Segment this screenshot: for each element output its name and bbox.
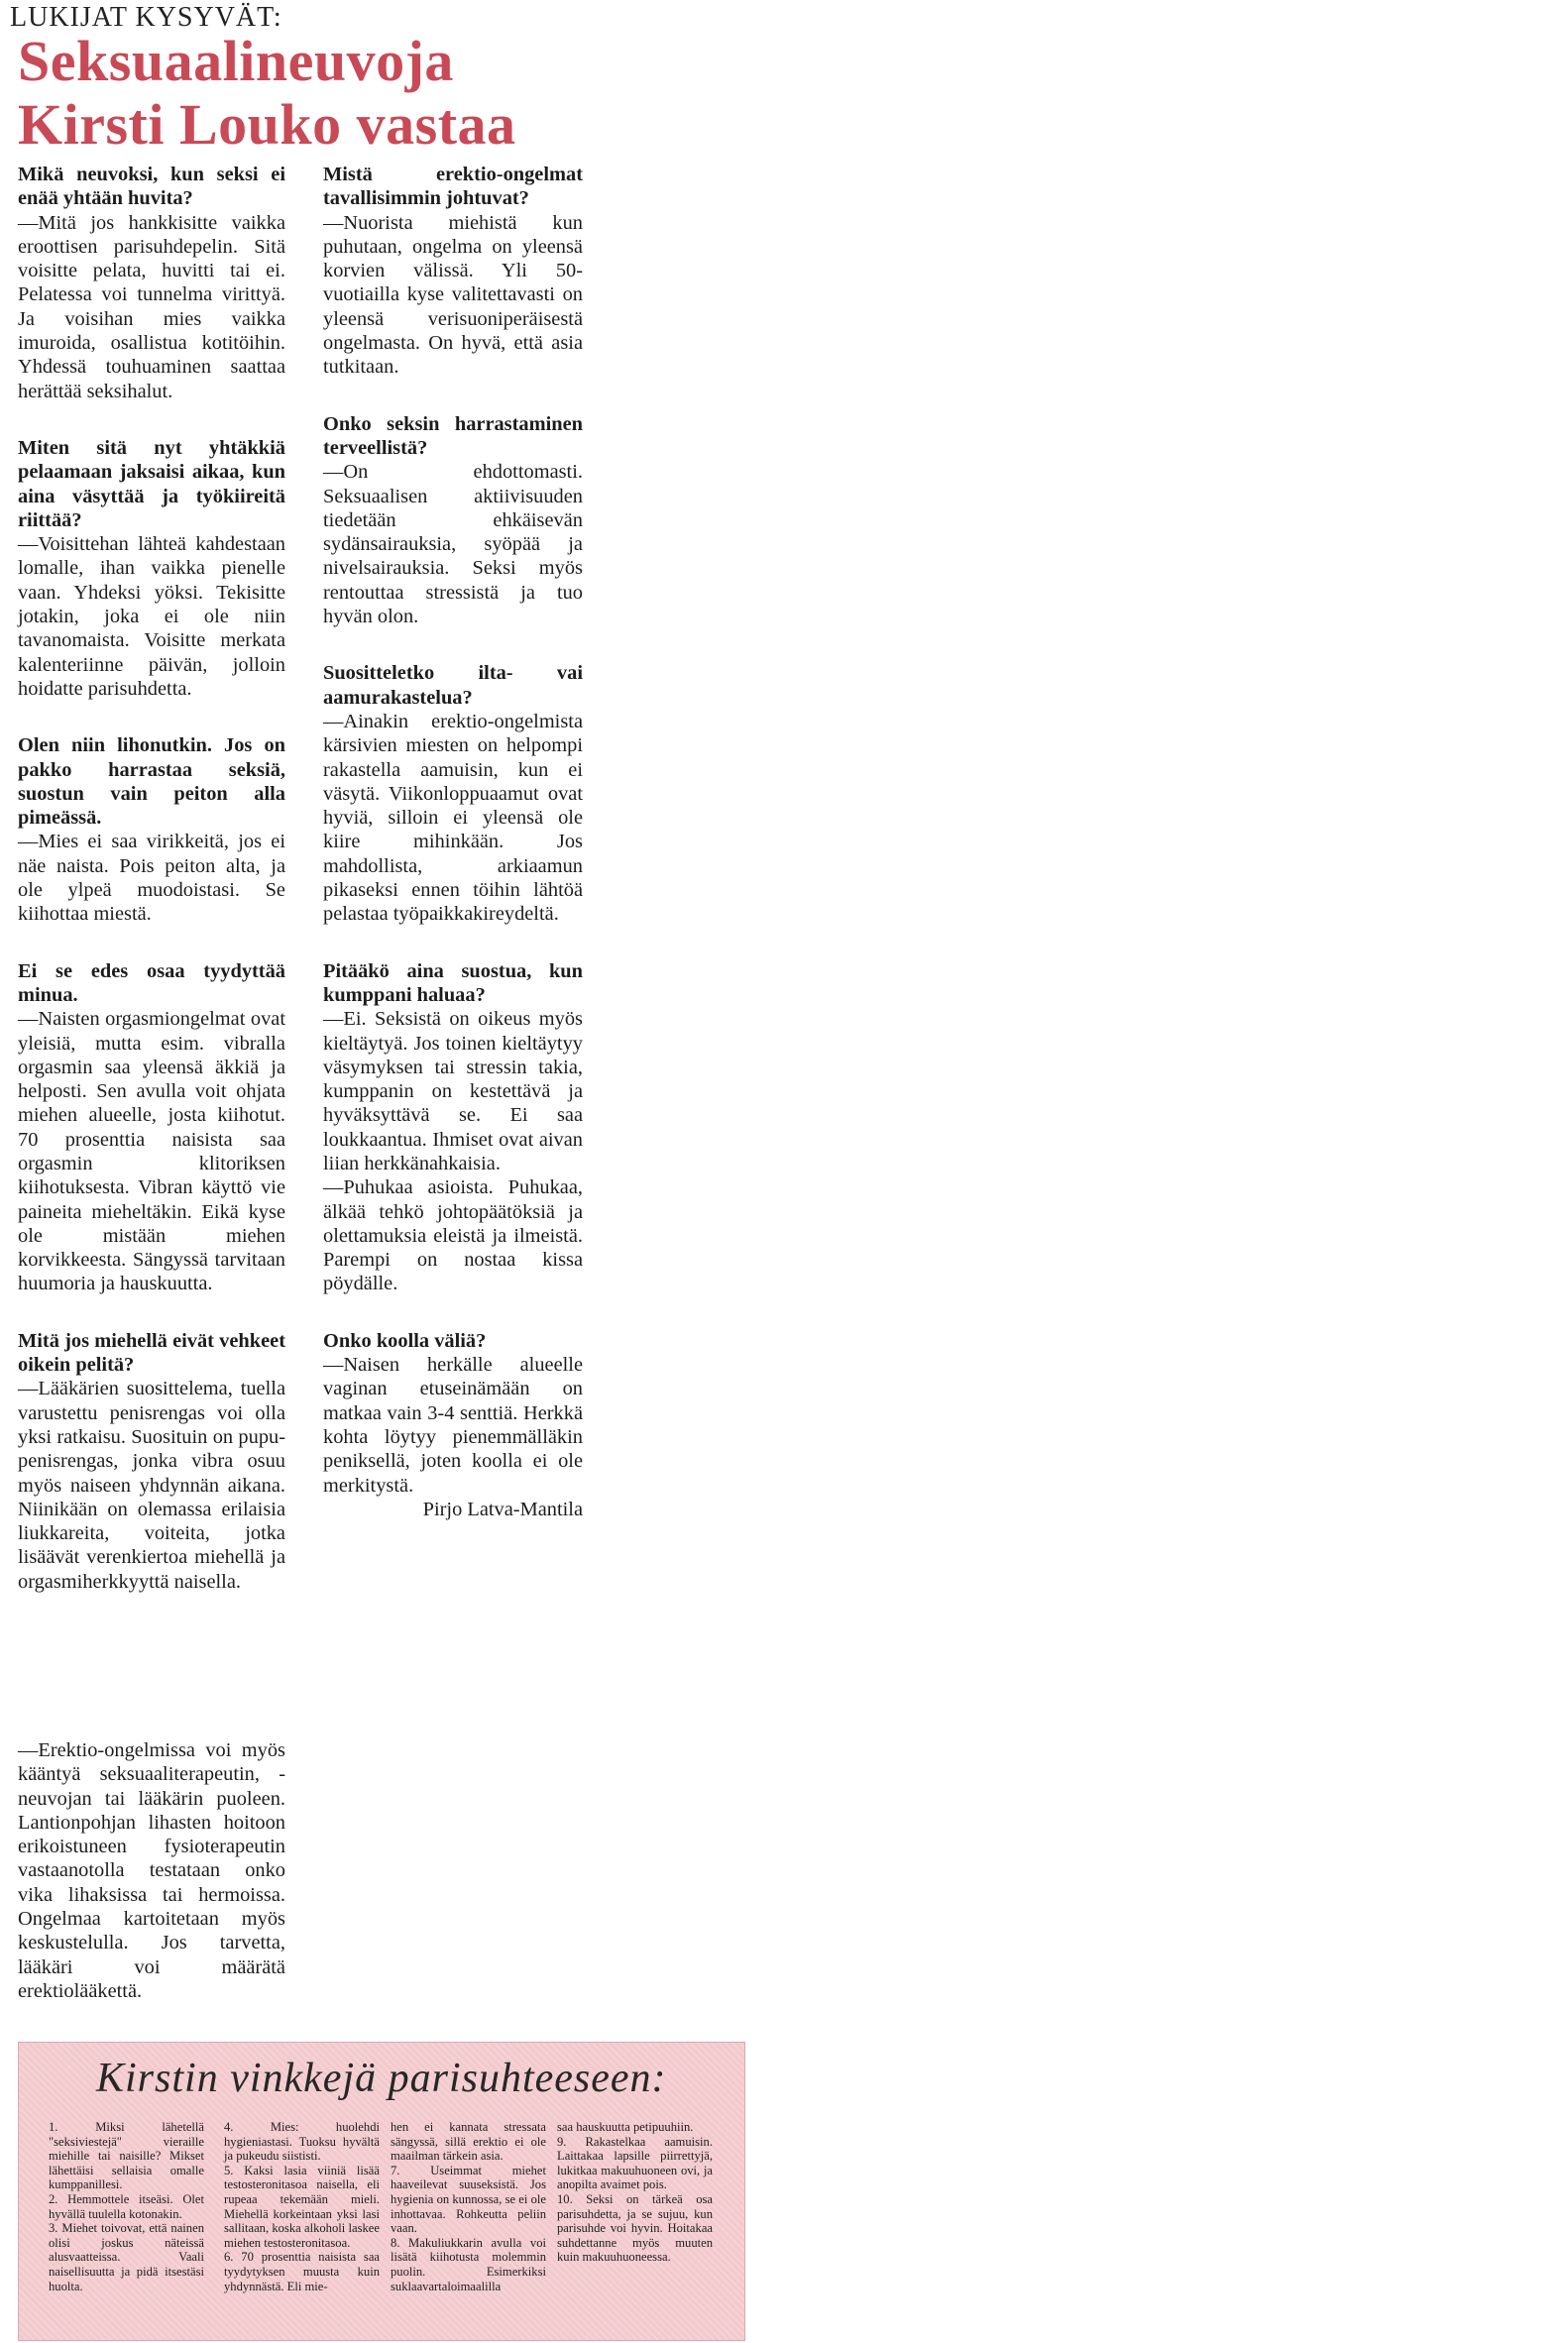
question: Onko seksin harrastaminen terveellistä? — [323, 412, 583, 459]
headline-line-1: Seksuaalineuvoja — [18, 29, 454, 93]
section-kicker: LUKIJAT KYSYVÄT: — [10, 2, 282, 33]
qa-item — [323, 1329, 583, 1498]
headline-line-2: Kirsti Louko vastaa — [18, 92, 516, 157]
tips-column-2 — [224, 2120, 380, 2293]
answer: —Mies ei saa virikkeitä, jos ei näe naista. Pois peiton alta, ja ole ylpeä muodoistasi. Se kiihottaa miestä. — [18, 831, 285, 926]
tip-item: 6. 70 prosenttia naisista saa tyydytyksen muusta kuin yhdynnästä. Eli mie- — [224, 2250, 380, 2293]
question: Pitääkö aina suostua, kun kumppani haluaa? — [323, 959, 583, 1006]
question: Ei se edes osaa tyydyttää minua. — [18, 959, 285, 1006]
tip-item: saa hauskuutta petipuuhiin. — [557, 2120, 694, 2134]
question: Miten sitä nyt yhtäkkiä pelaamaan jaksaisi aikaa, kun aina väsyttää ja työkiireitä riittää? — [18, 436, 285, 531]
qa-item — [18, 959, 285, 1296]
question: Mitä jos miehellä eivät vehkeet oikein pelitä? — [18, 1329, 285, 1377]
answer: —Naisten orgasmiongelmat ovat yleisiä, mutta esim. vibralla orgasmin saa yleensä äkkiä ja helposti. Sen avulla voit ohjata miehen alueelle, josta kiihotut. 70 prosenttia naisista saa orgasmin klitoriksen kiihotuksesta. Vibran käyttö vie paineita mieheltäkin. Eikä kyse ole mistään miehen korvikkeesta. Sängyssä tarvitaan huumoria ja hauskuutta. — [18, 1008, 285, 1295]
tip-item: 1. Miksi lähetellä "seksiviestejä" vieraille miehille tai naisille? Mikset lähettäisi sellaisia omalle kumppanillesi. — [49, 2120, 204, 2192]
answer: —On ehdottomasti. Seksuaalisen aktiivisuuden tiedetään ehkäisevän sydänsairauksia, syöpää ja nivelsairauksia. Seksi myös rentouttaa stressistä ja tuo hyvän olon. — [323, 461, 583, 628]
qa-item — [18, 1329, 285, 1594]
question: Suositteletko ilta- vai aamurakastelua? — [323, 662, 583, 709]
article-headline — [18, 30, 613, 157]
article-column-2 — [323, 163, 583, 1521]
tip-item: 9. Rakastelkaa aamuisin. Laittakaa lapsille piirrettyjä, lukitkaa makuuhuoneen ovi, ja anopilta avaimet pois. — [557, 2134, 713, 2192]
qa-item — [18, 436, 285, 701]
tip-item: hen ei kannata stressata sängyssä, sillä erektio ei ole maailman tärkein asia. — [391, 2120, 546, 2164]
answer: —Ainakin erektio-ongelmista kärsivien miesten on helpompi rakastella aamuisin, kun ei väsytä. Viikonloppuaamut ovat hyviä, silloin ei yleensä ole kiire mihinkään. Jos mahdollista, arkiaamun pikaseksi ennen töihin lähtöä pelastaa työpaikkakireydeltä. — [323, 710, 583, 926]
qa-item — [18, 163, 285, 403]
answer: —Nuorista miehistä kun puhutaan, ongelma on yleensä korvien välissä. Yli 50-vuotiailla kyse valitettavasti on yleensä verisuoniperäisestä ongelmasta. On hyvä, että asia tutkitaan. — [323, 211, 583, 379]
tip-item: 5. Kaksi lasia viiniä lisää testosteronitasoa naisella, eli rupeaa tekemään mieli. Miehellä korkeintaan yksi lasi sallitaan, koska alkoholi laskee miehen testosteronitasoa. — [224, 2163, 380, 2250]
tip-item: 2. Hemmottele itseäsi. Olet hyvällä tuulella kotonakin. — [49, 2191, 204, 2221]
tip-item: 10. Seksi on tärkeä osa parisuhdetta, ja se sujuu, kun parisuhde voi hyvin. Hoitakaa suhdettanne myös muuten kuin makuuhuoneessa. — [557, 2191, 713, 2265]
tip-item: 8. Makuliukkarin avulla voi lisätä kiihotusta molemmin puolin. Esimerkiksi suklaavartaloimaalilla — [391, 2235, 546, 2293]
qa-item — [323, 163, 583, 380]
qa-item — [18, 733, 285, 926]
question: Olen niin lihonutkin. Jos on pakko harrastaa seksiä, suostun vain peiton alla pimeässä. — [18, 734, 285, 830]
answer: —Lääkärien suosittelema, tuella varustettu penisrengas voi olla yksi ratkaisu. Suosituin on pupu-penisrengas, jonka vibra osuu myös naiseen yhdynnän aikana. Niinikään on olemassa erilaisia liukkareita, voiteita, jotka lisäävät verenkiertoa miehellä ja orgasmiherkkyyttä naisella. — [18, 1378, 285, 1593]
answer: —Voisittehan lähteä kahdestaan lomalle, ihan vaikka pienelle vaan. Yhdeksi yöksi. Tekisitte jotakin, joka ei ole niin tavanomaista. Voisitte merkata kalenteriinne päivän, jolloin hoidatte parisuhdetta. — [18, 533, 285, 700]
tips-column-4 — [557, 2120, 713, 2265]
qa-item — [323, 661, 583, 926]
qa-item — [323, 412, 583, 629]
tips-column-1 — [49, 2120, 204, 2293]
qa-item — [323, 959, 583, 1296]
answer-continued: —Erektio-ongelmissa voi myös kääntyä seksuaaliterapeutin, -neuvojan tai lääkärin puoleen. Lantionpohjan lihasten hoitoon erikoistuneen fysioterapeutin vastaanotolla testataan onko vika lihaksissa tai hermoissa. Ongelmaa kartoitetaan myös keskustelulla. Jos tarvetta, lääkäri voi määrätä erektiolääkettä. — [18, 1739, 285, 2002]
tips-title: Kirstin vinkkejä parisuhteeseen: — [96, 2056, 667, 2101]
answer: —Naisen herkälle alueelle vaginan etuseinämään on matkaa vain 3-4 senttiä. Herkkä kohta löytyy pienemmälläkin peniksellä, joten koolla ei ole merkitystä. — [323, 1354, 583, 1497]
question: Mikä neuvoksi, kun seksi ei enää yhtään huvita? — [18, 164, 285, 210]
tip-item: 7. Useimmat miehet haaveilevat suuseksistä. Jos hygienia on kunnossa, se ei ole inhottavaa. Rohkeutta peliin vaan. — [391, 2163, 546, 2236]
tip-item: 4. Mies: huolehdi hygieniastasi. Tuoksu hyvältä ja pukeudu siististi. — [224, 2120, 380, 2164]
article-column-1 — [18, 163, 285, 1626]
question: Mistä erektio-ongelmat tavallisimmin johtuvat? — [323, 164, 583, 210]
byline: Pirjo Latva-Mantila — [422, 1498, 583, 1520]
answer: —Ei. Seksistä on oikeus myös kieltäytyä. Jos toinen kieltäytyy väsymyksen tai stressin takia, kumppanin on kestettävä ja hyväksyttävä se. Ei saa loukkaantua. Ihmiset ovat aivan liian herkkänahkaisia. — [323, 1008, 583, 1174]
question: Onko koolla väliä? — [323, 1329, 487, 1352]
tips-column-3 — [391, 2120, 546, 2293]
tip-item: 3. Miehet toivovat, että nainen olisi joskus näteissä alusvaatteissa. Vaali naisellisuutta ja pidä itsestäsi huolta. — [49, 2221, 204, 2293]
article-column-1-continued — [18, 1738, 285, 2003]
answer-followup: —Puhukaa asioista. Puhukaa, älkää tehkö johtopäätöksiä ja olettamuksia eleistä ja ilmeistä. Parempi on nostaa kissa pöydälle. — [323, 1176, 583, 1295]
tips-box — [18, 2042, 745, 2341]
answer: —Mitä jos hankkisitte vaikka eroottisen parisuhdepelin. Sitä voisitte pelata, huvitti tai ei. Pelatessa voi tunnelma virittyä. Ja voisihan mies vaikka imuroida, osallistua kotitöihin. Yhdessä touhuaminen saattaa herättää seksihalut. — [18, 211, 285, 402]
